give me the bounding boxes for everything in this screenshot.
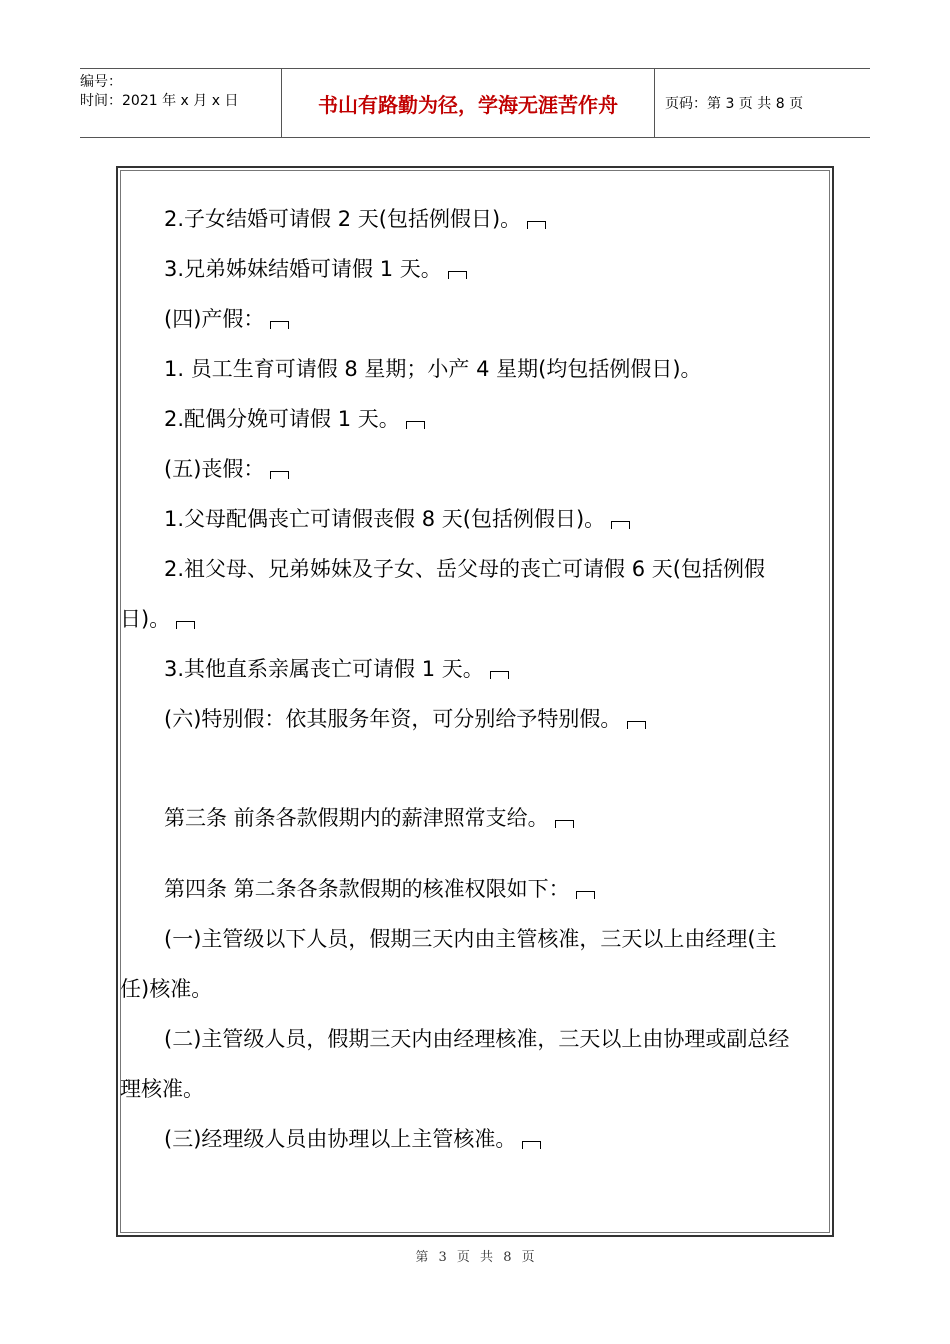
text-line: 第四条 第二条各条款假期的核准权限如下： bbox=[164, 874, 595, 904]
text-line: 2.祖父母、兄弟姊妹及子女、岳父母的丧亡可请假 6 天(包括例假 bbox=[164, 557, 765, 581]
paragraph-mark-icon bbox=[576, 891, 595, 899]
text-line: 第三条 前条各款假期内的薪津照常支给。 bbox=[164, 803, 574, 833]
text-line: 2.子女结婚可请假 2 天(包括例假日)。 bbox=[164, 204, 546, 234]
text-line: (三)经理级人员由协理以上主管核准。 bbox=[164, 1124, 541, 1154]
text-line: 任)核准。 bbox=[120, 977, 213, 1001]
text-line: 日)。 bbox=[120, 604, 195, 634]
paragraph-mark-icon bbox=[176, 621, 195, 629]
text-line: 2.配偶分娩可请假 1 天。 bbox=[164, 404, 425, 434]
header-meta bbox=[80, 69, 280, 141]
text-line: (一)主管级以下人员，假期三天内由主管核准，三天以上由经理(主 bbox=[164, 927, 777, 951]
paragraph-mark-icon bbox=[522, 1141, 541, 1149]
text-line: 3.兄弟姊妹结婚可请假 1 天。 bbox=[164, 254, 467, 284]
paragraph-mark-icon bbox=[555, 820, 574, 828]
text-line: (四)产假： bbox=[164, 304, 289, 334]
paragraph-mark-icon bbox=[406, 421, 425, 429]
text-line: 理核准。 bbox=[120, 1077, 204, 1101]
page-footer: 第 3 页 共 8 页 bbox=[415, 1250, 535, 1265]
text-line: 1.父母配偶丧亡可请假丧假 8 天(包括例假日)。 bbox=[164, 504, 630, 534]
paragraph-mark-icon bbox=[611, 521, 630, 529]
paragraph-mark-icon bbox=[448, 271, 467, 279]
header-slogan: 书山有路勤为径，学海无涯苦作舟 bbox=[281, 69, 655, 137]
paragraph-mark-icon bbox=[627, 721, 646, 729]
page-header bbox=[80, 68, 870, 138]
text-line: 3.其他直系亲属丧亡可请假 1 天。 bbox=[164, 654, 509, 684]
paragraph-mark-icon bbox=[270, 321, 289, 329]
text-line: (六)特别假：依其服务年资，可分别给予特别假。 bbox=[164, 704, 646, 734]
header-page-info: 页码：第 3 页 共 8 页 bbox=[665, 96, 804, 112]
text-line: (二)主管级人员，假期三天内由经理核准，三天以上由协理或副总经 bbox=[164, 1027, 790, 1051]
text-line: 1. 员工生育可请假 8 星期；小产 4 星期(均包括例假日)。 bbox=[164, 357, 702, 381]
document-number-label: 编号： bbox=[80, 74, 122, 90]
paragraph-mark-icon bbox=[270, 471, 289, 479]
paragraph-mark-icon bbox=[527, 221, 546, 229]
document-time-label: 时间：2021 年 x 月 x 日 bbox=[80, 93, 239, 109]
text-line: (五)丧假： bbox=[164, 454, 289, 484]
paragraph-mark-icon bbox=[490, 671, 509, 679]
